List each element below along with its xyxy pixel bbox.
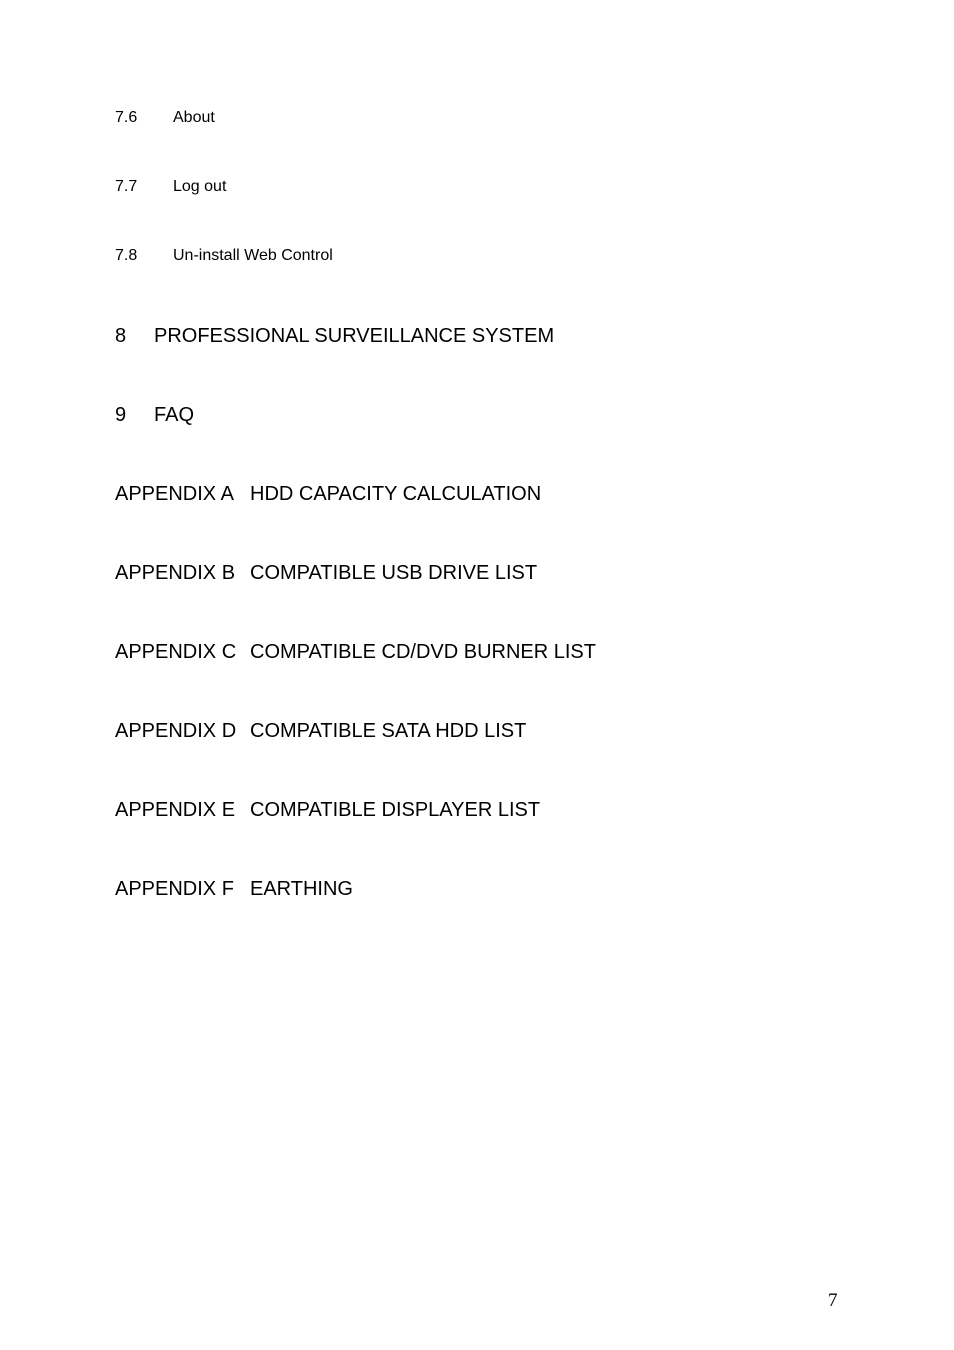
toc-appendix-c bbox=[115, 642, 596, 662]
toc-entry-title: Log out bbox=[173, 178, 227, 195]
toc-chapter-number: 9 bbox=[115, 404, 127, 426]
toc-appendix-label: APPENDIX A bbox=[115, 483, 234, 505]
toc-appendix-b bbox=[115, 563, 537, 583]
toc-chapter-number: 8 bbox=[115, 325, 127, 347]
toc-entry-title: Un-install Web Control bbox=[173, 247, 333, 264]
toc-entry-number: 7.6 bbox=[115, 109, 138, 126]
toc-appendix-title: COMPATIBLE CD/DVD BURNER LIST bbox=[250, 641, 596, 663]
toc-appendix-label: APPENDIX D bbox=[115, 720, 237, 742]
toc-appendix-f bbox=[115, 879, 353, 899]
toc-chapter-title: PROFESSIONAL SURVEILLANCE SYSTEM bbox=[154, 325, 555, 347]
toc-appendix-title: HDD CAPACITY CALCULATION bbox=[250, 483, 542, 505]
toc-chapter-9 bbox=[115, 405, 194, 425]
toc-appendix-title: EARTHING bbox=[250, 878, 353, 900]
toc-sub-entry-7-8 bbox=[115, 248, 333, 264]
toc-appendix-title: COMPATIBLE DISPLAYER LIST bbox=[250, 799, 541, 821]
page-number: 7 bbox=[828, 1290, 838, 1311]
toc-appendix-title: COMPATIBLE USB DRIVE LIST bbox=[250, 562, 538, 584]
toc-entry-title: About bbox=[173, 109, 215, 126]
toc-sub-entry-7-7 bbox=[115, 179, 226, 195]
toc-chapter-title: FAQ bbox=[154, 404, 195, 426]
toc-appendix-label: APPENDIX C bbox=[115, 641, 237, 663]
toc-appendix-e bbox=[115, 800, 540, 820]
toc-entry-number: 7.8 bbox=[115, 247, 138, 264]
toc-appendix-a bbox=[115, 484, 541, 504]
toc-appendix-label: APPENDIX F bbox=[115, 878, 234, 900]
toc-appendix-label: APPENDIX B bbox=[115, 562, 236, 584]
toc-appendix-label: APPENDIX E bbox=[115, 799, 236, 821]
toc-sub-entry-7-6 bbox=[115, 110, 215, 126]
toc-chapter-8 bbox=[115, 326, 554, 346]
toc-entry-number: 7.7 bbox=[115, 178, 138, 195]
toc-appendix-title: COMPATIBLE SATA HDD LIST bbox=[250, 720, 527, 742]
toc-appendix-d bbox=[115, 721, 526, 741]
